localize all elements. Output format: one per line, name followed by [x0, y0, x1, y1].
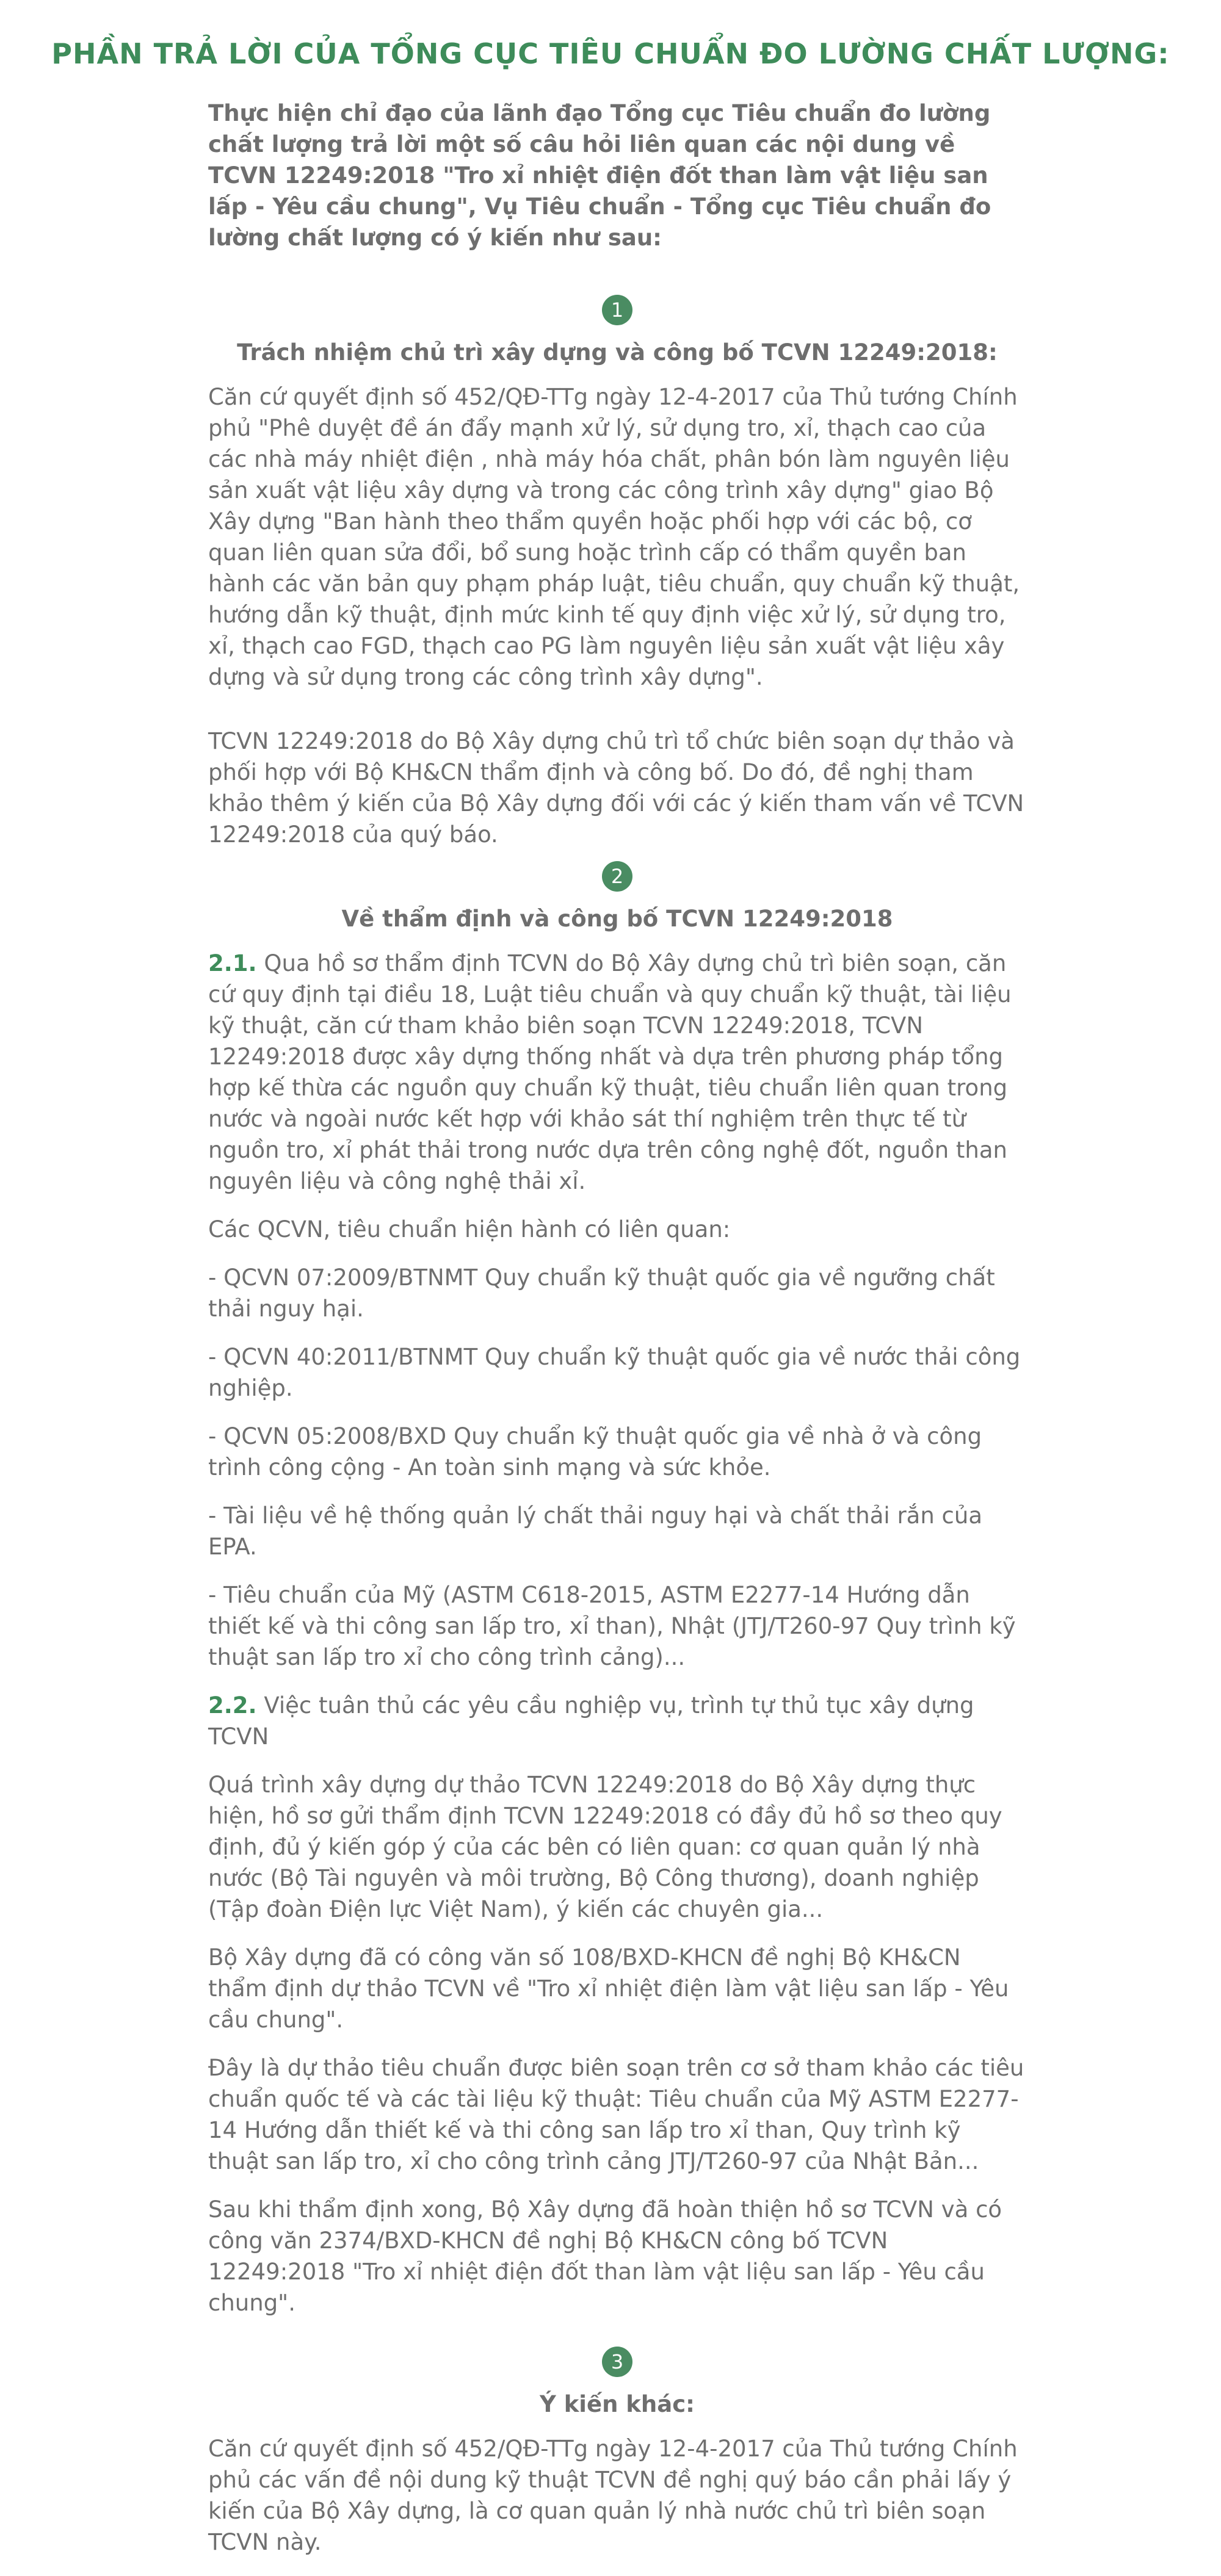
subsection-text: Việc tuân thủ các yêu cầu nghiệp vụ, trình tự thủ tục xây dựng TCVN	[208, 1692, 974, 1750]
article-body	[208, 98, 1026, 2576]
subsection-number: 2.2.	[208, 1692, 257, 1719]
section-2	[208, 861, 1026, 2318]
section-heading: Về thẩm định và công bố TCVN 12249:2018	[341, 906, 893, 932]
list-item: - QCVN 40:2011/BTNMT Quy chuẩn kỹ thuật quốc gia về nước thải công nghiệp.	[208, 1344, 1021, 1401]
section-1	[208, 295, 1026, 850]
section-paragraph: Quá trình xây dựng dự thảo TCVN 12249:2018 do Bộ Xây dựng thực hiện, hồ sơ gửi thẩm định TCVN 12249:2018 có đầy đủ hồ sơ theo quy định, đủ ý kiến góp ý của các bên có liên quan: cơ quan quản lý nhà nước (Bộ Tài nguyên và môi trường, Bộ Công thương), doanh nghiệp (Tập đoàn Điện lực Việt Nam), ý kiến các chuyên gia...	[208, 1772, 1002, 1922]
subsection-2-2	[208, 1690, 1026, 1752]
section-paragraph: Đây là dự thảo tiêu chuẩn được biên soạn trên cơ sở tham khảo các tiêu chuẩn quốc tế và các tài liệu kỹ thuật: Tiêu chuẩn của Mỹ ASTM E2277-14 Hướng dẫn thiết kế và thi công san lấp tro xỉ than, Quy trình kỹ thuật san lấp tro, xỉ cho công trình cảng JTJ/T260-97 của Nhật Bản...	[208, 2055, 1024, 2174]
list-item: - Tài liệu về hệ thống quản lý chất thải nguy hại và chất thải rắn của EPA.	[208, 1503, 983, 1560]
section-paragraph: Sau khi thẩm định xong, Bộ Xây dựng đã hoàn thiện hồ sơ TCVN và có công văn 2374/BXD-KHCN đề nghị Bộ KH&CN công bố TCVN 12249:2018 "Tro xỉ nhiệt điện đốt than làm vật liệu san lấp - Yêu cầu chung".	[208, 2196, 1002, 2316]
section-paragraph: Căn cứ quyết định số 452/QĐ-TTg ngày 12-4-2017 của Thủ tướng Chính phủ các vấn đề nội dung kỹ thuật TCVN đề nghị quý báo cần phải lấy ý kiến của Bộ Xây dựng, là cơ quan quản lý nhà nước chủ trì biên soạn TCVN này.	[208, 2436, 1018, 2555]
intro-paragraph: Thực hiện chỉ đạo của lãnh đạo Tổng cục Tiêu chuẩn đo lường chất lượng trả lời một số câu hỏi liên quan các nội dung về TCVN 12249:2018 "Tro xỉ nhiệt điện đốt than làm vật liệu san lấp - Yêu cầu chung", Vụ Tiêu chuẩn - Tổng cục Tiêu chuẩn đo lường chất lượng có ý kiến như sau:	[208, 100, 991, 251]
section-number-badge: 3	[602, 2347, 632, 2377]
list-item: - QCVN 05:2008/BXD Quy chuẩn kỹ thuật quốc gia về nhà ở và công trình công cộng - An toàn sinh mạng và sức khỏe.	[208, 1423, 982, 1481]
section-paragraph: Bộ Xây dựng đã có công văn số 108/BXD-KHCN đề nghị Bộ KH&CN thẩm định dự thảo TCVN về "Tro xỉ nhiệt điện làm vật liệu san lấp - Yêu cầu chung".	[208, 1944, 1009, 2033]
section-number-badge: 1	[602, 295, 632, 325]
section-3	[208, 2347, 1026, 2558]
subsection-text: Qua hồ sơ thẩm định TCVN do Bộ Xây dựng chủ trì biên soạn, căn cứ quy định tại điều 18, Luật tiêu chuẩn và quy chuẩn kỹ thuật, tài liệu kỹ thuật, căn cứ tham khảo biên soạn TCVN 12249:2018, TCVN 12249:2018 được xây dựng thống nhất và dựa trên phương pháp tổng hợp kế thừa các nguồn quy chuẩn kỹ thuật, tiêu chuẩn liên quan trong nước và ngoài nước kết hợp với khảo sát thí nghiệm trên thực tế từ nguồn tro, xỉ phát thải trong nước dựa trên công nghệ đốt, nguồn than nguyên liệu và công nghệ thải xỉ.	[208, 950, 1012, 1194]
section-number-badge: 2	[602, 861, 632, 892]
section-paragraph: Căn cứ quyết định số 452/QĐ-TTg ngày 12-4-2017 của Thủ tướng Chính phủ "Phê duyệt đề án đẩy mạnh xử lý, sử dụng tro, xỉ, thạch cao của các nhà máy nhiệt điện , nhà máy hóa chất, phân bón làm nguyên liệu sản xuất vật liệu xây dựng và trong các công trình xây dựng" giao Bộ Xây dựng "Ban hành theo thẩm quyền hoặc phối hợp với các bộ, cơ quan liên quan sửa đổi, bổ sung hoặc trình cấp có thẩm quyền ban hành các văn bản quy phạm pháp luật, tiêu chuẩn, quy chuẩn kỹ thuật, hướng dẫn kỹ thuật, định mức kinh tế quy định việc xử lý, sử dụng tro, xỉ, thạch cao FGD, thạch cao PG làm nguyên liệu sản xuất vật liệu xây dựng và sử dụng trong các công trình xây dựng".	[208, 384, 1020, 690]
section-heading: Trách nhiệm chủ trì xây dựng và công bố TCVN 12249:2018:	[237, 339, 998, 366]
list-item: - QCVN 07:2009/BTNMT Quy chuẩn kỹ thuật quốc gia về ngưỡng chất thải nguy hại.	[208, 1265, 995, 1322]
subsection-2-1	[208, 948, 1026, 1197]
section-paragraph: TCVN 12249:2018 do Bộ Xây dựng chủ trì tổ chức biên soạn dự thảo và phối hợp với Bộ KH&CN thẩm định và công bố. Do đó, đề nghị tham khảo thêm ý kiến của Bộ Xây dựng đối với các ý kiến tham vấn về TCVN 12249:2018 của quý báo.	[208, 728, 1024, 848]
page-title: PHẦN TRẢ LỜI CỦA TỔNG CỤC TIÊU CHUẨN ĐO LƯỜNG CHẤT LƯỢNG:	[51, 37, 1170, 70]
section-heading: Ý kiến khác:	[540, 2391, 695, 2417]
list-intro: Các QCVN, tiêu chuẩn hiện hành có liên quan:	[208, 1216, 731, 1243]
list-item: - Tiêu chuẩn của Mỹ (ASTM C618-2015, ASTM E2277-14 Hướng dẫn thiết kế và thi công san lấp tro, xỉ than), Nhật (JTJ/T260-97 Quy trình kỹ thuật san lấp tro xỉ cho công trình cảng)...	[208, 1582, 1016, 1670]
subsection-number: 2.1.	[208, 950, 257, 976]
